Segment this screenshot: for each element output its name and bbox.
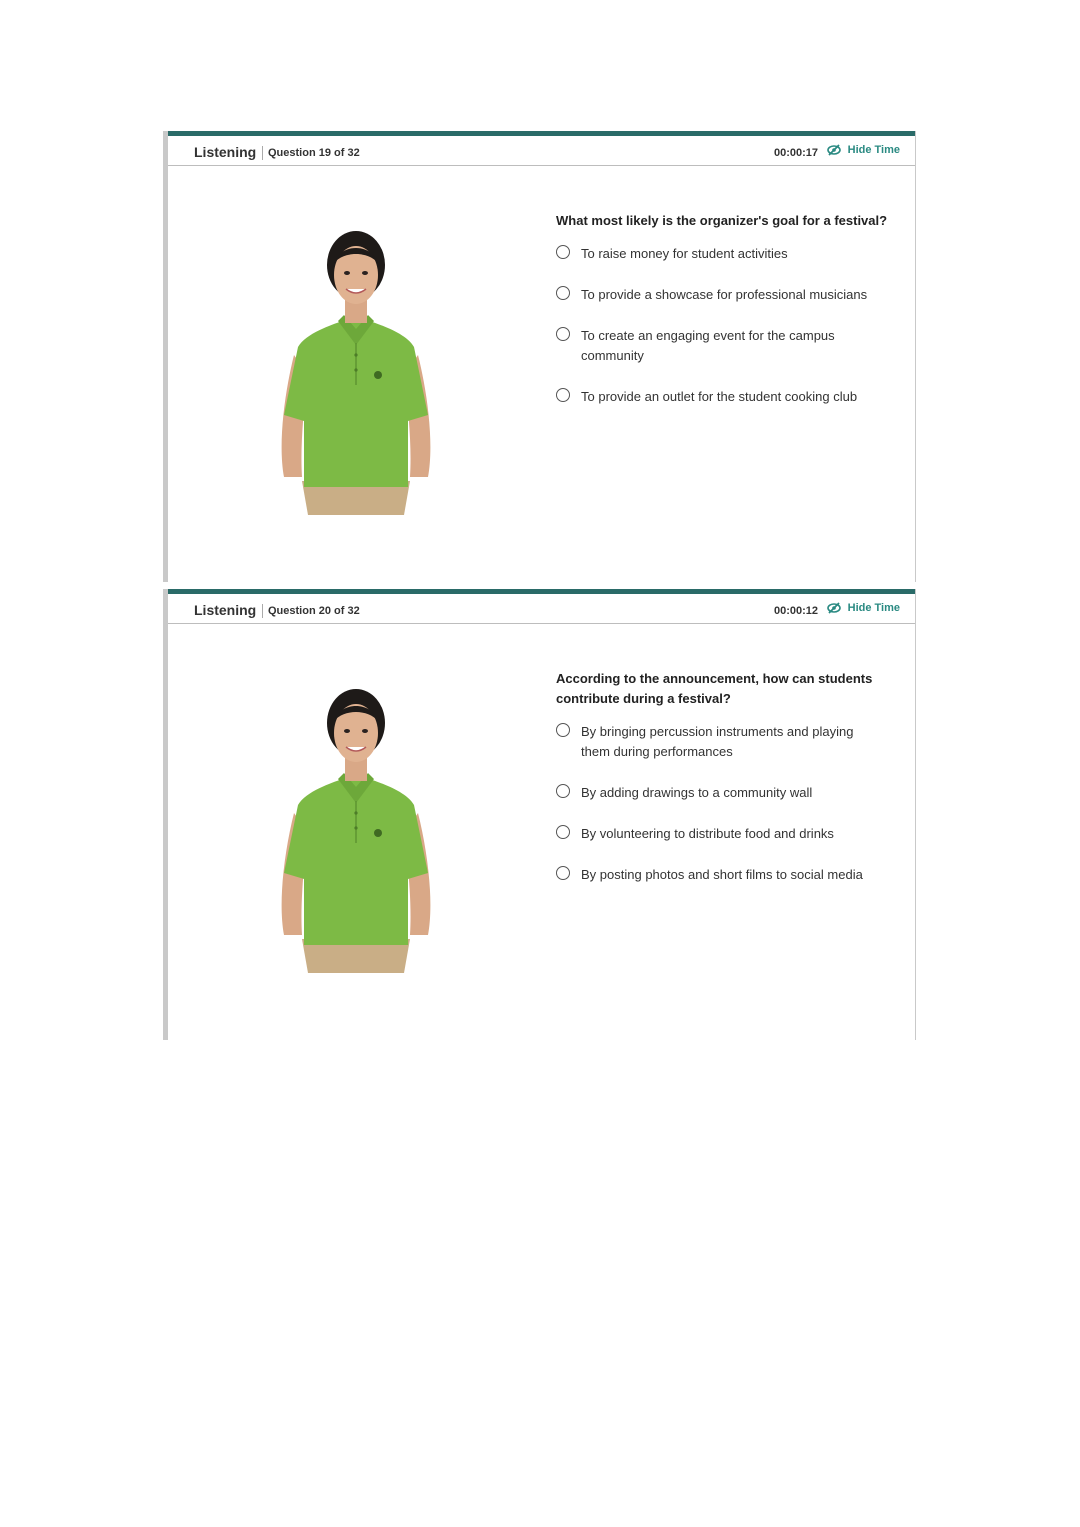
hide-time-label: Hide Time [847, 144, 900, 156]
timer: 00:00:17 [773, 147, 818, 159]
radio-icon[interactable] [556, 723, 570, 737]
option-label: To raise money for student activities [581, 246, 788, 261]
option-label: By volunteering to distribute food and drinks [581, 826, 834, 841]
header-bar [168, 136, 915, 166]
answer-option[interactable] [556, 244, 906, 264]
radio-icon[interactable] [556, 388, 570, 402]
radio-icon[interactable] [556, 784, 570, 798]
question-counter: Question 19 of 32 [268, 147, 360, 159]
radio-icon[interactable] [556, 866, 570, 880]
timer: 00:00:12 [773, 605, 818, 617]
radio-icon[interactable] [556, 825, 570, 839]
answer-option[interactable] [556, 285, 906, 305]
question-counter: Question 20 of 32 [268, 605, 360, 617]
section-title: Listening [194, 144, 257, 160]
option-label: To provide an outlet for the student cooking club [581, 389, 858, 404]
eye-slash-icon [827, 144, 841, 156]
speaker-avatar [276, 683, 436, 973]
answer-option[interactable] [556, 783, 906, 803]
header-bar [168, 594, 915, 624]
question-screen-19 [163, 131, 916, 582]
question-block [556, 211, 906, 428]
answer-option[interactable] [556, 722, 906, 762]
header-divider [262, 604, 263, 618]
option-label: By bringing percussion instruments and playing them during performances [581, 724, 854, 759]
radio-icon[interactable] [556, 245, 570, 259]
option-label: To create an engaging event for the campus community [581, 328, 835, 363]
question-text: According to the announcement, how can students contribute during a festival? [556, 671, 873, 706]
hide-time-label: Hide Time [847, 602, 900, 614]
answer-option[interactable] [556, 865, 906, 885]
answer-option[interactable] [556, 387, 906, 407]
hide-time-button[interactable] [827, 144, 900, 156]
option-label: By posting photos and short films to social media [581, 867, 863, 882]
question-text: What most likely is the organizer's goal for a festival? [556, 213, 888, 228]
section-title: Listening [194, 602, 257, 618]
question-screen-20 [163, 589, 916, 1040]
question-block [556, 669, 906, 906]
radio-icon[interactable] [556, 327, 570, 341]
answer-option[interactable] [556, 824, 906, 844]
eye-slash-icon [827, 602, 841, 614]
answer-option[interactable] [556, 326, 906, 366]
radio-icon[interactable] [556, 286, 570, 300]
hide-time-button[interactable] [827, 602, 900, 614]
speaker-avatar [276, 225, 436, 515]
header-divider [262, 146, 263, 160]
option-label: By adding drawings to a community wall [581, 785, 813, 800]
option-label: To provide a showcase for professional musicians [581, 287, 868, 302]
